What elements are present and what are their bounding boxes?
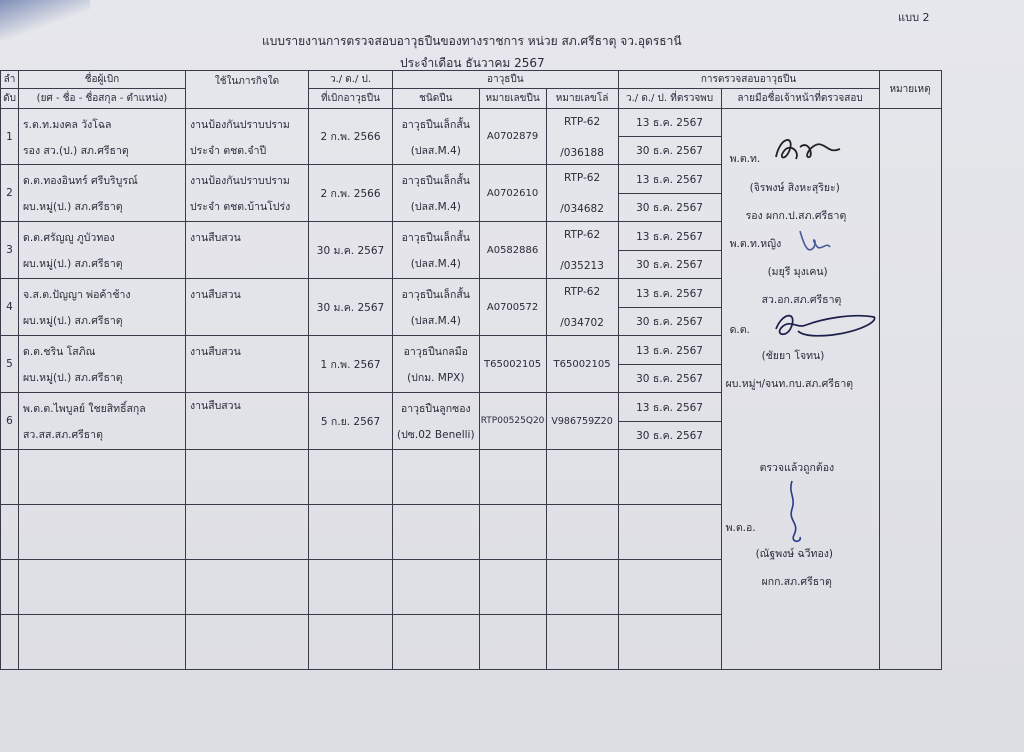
reg-line-2: /036188 [560,146,604,159]
table-row [1,109,942,137]
signature-mark-3 [762,305,879,349]
borrower-position: สว.สส.สภ.ศรีธาตุ [23,429,103,441]
sig2-position: สว.อก.สภ.ศรีธาตุ [761,294,842,306]
verified-note: ตรวจแล้วถูกต้อง [759,462,835,474]
row-number: 2 [1,165,19,222]
row-number: 6 [1,393,19,450]
weapon-type-line-2: (ปลส.M.4) [410,315,461,327]
sig1-name: (จิรพงษ์ สิงหะสุริยะ) [749,182,840,194]
weapon-number: RTP00525Q20 [479,393,546,450]
weapon-number: A0702879 [479,109,546,165]
borrower-name: ด.ต.ชริน โสภิณ [23,346,96,358]
weapon-type-line-1: อาวุธปืนเล็กสั้น [401,289,470,301]
sig4-position: ผกก.สภ.ศรีธาตุ [761,576,832,588]
report-subtitle: ประจำเดือน ธันวาคม 2567 [400,56,545,70]
weapon-number: A0702610 [479,165,546,222]
mission-line-1: งานป้องกันปราบปราม [190,118,290,131]
weapon-type-line-2: (ปลส.M.4) [410,144,461,157]
reg-number: T65002105 [546,336,618,393]
reg-line-1: RTP-62 [563,172,601,184]
header-date-top: ว./ ด./ ป. [309,71,393,89]
row-number: 4 [1,279,19,336]
check-date-1: 13 ธ.ค. 2567 [618,109,721,137]
borrower-name: ร.ต.ท.มงคล วังโฉล [23,118,112,131]
inspection-table [0,70,942,670]
header-weapon-type: ชนิดปืน [393,89,480,109]
reg-line-2: /034682 [560,203,604,215]
check-date-1: 13 ธ.ค. 2567 [618,222,721,251]
reg-number: V986759Z20 [546,393,618,450]
borrower-position: ผบ.หมู่(ป.) สภ.ศรีธาตุ [23,201,123,213]
signature-mark-2 [794,225,834,261]
row-number: 5 [1,336,19,393]
weapon-number: T65002105 [479,336,546,393]
header-weapon-no: หมายเลขปืน [479,89,546,109]
row-number: 3 [1,222,19,279]
check-date-1: 13 ธ.ค. 2567 [618,336,721,365]
form-number: แบบ 2 [898,11,930,24]
check-date-2: 30 ธ.ค. 2567 [618,365,721,393]
header-no-bottom: ดับ [1,89,19,109]
header-check-sign: ลายมือชื่อเจ้าหน้าที่ตรวจสอบ [721,89,879,109]
header-check-group: การตรวจสอบอาวุธปืน [618,71,879,89]
borrow-date: 30 ม.ค. 2567 [309,279,393,336]
weapon-type-line-2: (ปลส.M.4) [410,258,461,270]
check-date-2: 30 ธ.ค. 2567 [618,308,721,336]
weapon-number: A0582886 [479,222,546,279]
header-remark: หมายเหตุ [879,71,941,109]
header-no-top: ลำ [1,71,19,89]
mission-line-1: งานสืบสวน [190,346,241,358]
borrow-date: 2 ก.พ. 2566 [309,165,393,222]
reg-line-2: /035213 [560,260,604,272]
borrower-position: ผบ.หมู่(ป.) สภ.ศรีธาตุ [23,258,123,270]
check-date-2: 30 ธ.ค. 2567 [618,194,721,222]
reg-line-1: RTP-62 [563,115,601,128]
borrow-date: 2 ก.พ. 2566 [309,109,393,165]
header-borrower-sub: (ยศ - ชื่อ - ชื่อสกุล - ตำแหน่ง) [19,89,186,109]
header-date-bottom: ที่เบิกอาวุธปืน [309,89,393,109]
sig2-name: (มยุรี มุงเคน) [767,266,828,278]
sig2-rank: พ.ต.ท.หญิง [729,238,782,250]
sig4-rank: พ.ต.อ. [725,522,756,534]
header-borrower: ชื่อผู้เบิก [19,71,186,89]
sig1-rank: พ.ต.ท. [729,153,761,165]
sig3-rank: ด.ต. [729,324,750,336]
borrower-position: ผบ.หมู่(ป.) สภ.ศรีธาตุ [23,372,123,384]
signature-mark-1 [770,129,850,169]
weapon-type-line-1: อาวุธปืนเล็กสั้น [401,118,470,131]
borrow-date: 30 ม.ค. 2567 [309,222,393,279]
borrower-name: พ.ต.ต.ไพบูลย์ ใชยสิทธิ์สกุล [23,403,146,415]
borrower-name: ด.ต.ศรัญญู ภูบัวทอง [23,232,115,244]
header-weapon-group: อาวุธปืน [393,71,619,89]
signature-column [721,109,879,670]
weapon-type-line-1: อาวุธปืนลูกซอง [400,403,471,415]
mission-line-2: ประจำ ตชต.จำปี [190,144,267,157]
sig3-position: ผบ.หมู่ฯ/จนท.กบ.สภ.ศรีธาตุ [725,378,854,390]
weapon-type-line-2: (ปกม. MPX) [407,372,465,384]
header-reg-no: หมายเลขโล่ [546,89,618,109]
check-date-2: 30 ธ.ค. 2567 [618,251,721,279]
check-date-2: 30 ธ.ค. 2567 [618,422,721,450]
header-check-date: ว./ ด./ ป. ที่ตรวจพบ [618,89,721,109]
report-title: แบบรายงานการตรวจสอบอาวุธปืนของทางราชการ หน่วย สภ.ศรีธาตุ จว.อุดรธานี [262,34,682,48]
mission-line-1: งานป้องกันปราบปราม [190,175,290,187]
mission-line-1: งานสืบสวน [186,393,309,450]
remark-column [879,109,941,670]
borrow-date: 5 ก.ย. 2567 [309,393,393,450]
borrower-position: ผบ.หมู่(ป.) สภ.ศรีธาตุ [23,315,123,327]
borrower-name: จ.ส.ต.ปัญญา พ่อค้าช้าง [23,289,131,301]
mission-line-1: งานสืบสวน [190,232,241,244]
sig1-position: รอง ผกก.ป.สภ.ศรีธาตุ [745,210,847,222]
row-number: 1 [1,109,19,165]
mission-line-2: ประจำ ตชต.บ้านโปร่ง [190,201,291,213]
check-date-2: 30 ธ.ค. 2567 [618,137,721,165]
weapon-type-line-2: (ปซ.02 Benelli) [397,429,475,441]
reg-line-2: /034702 [560,317,604,329]
sig3-name: (ชัยยา โจทน) [761,350,825,362]
weapon-type-line-1: อาวุธปืนเล็กสั้น [401,232,470,244]
sig4-name: (ณัฐพงษ์ ฉวีทอง) [755,548,833,560]
reg-line-1: RTP-62 [563,229,601,241]
weapon-type-line-1: อาวุธปืนกลมือ [403,346,468,358]
signature-mark-4 [780,477,810,549]
borrower-position: รอง สว.(ป.) สภ.ศรีธาตุ [23,144,129,157]
folder-edge [0,0,90,40]
weapon-type-line-1: อาวุธปืนเล็กสั้น [401,175,470,187]
header-mission: ใช้ในภารกิจใด [186,71,309,109]
check-date-1: 13 ธ.ค. 2567 [618,393,721,422]
reg-line-1: RTP-62 [563,286,601,298]
check-date-1: 13 ธ.ค. 2567 [618,165,721,194]
borrower-name: ด.ต.ทองอินทร์ ศรีบริบูรณ์ [23,175,138,187]
mission-line-1: งานสืบสวน [190,289,241,301]
weapon-type-line-2: (ปลส.M.4) [410,201,461,213]
check-date-1: 13 ธ.ค. 2567 [618,279,721,308]
borrow-date: 1 ก.พ. 2567 [309,336,393,393]
weapon-number: A0700572 [479,279,546,336]
